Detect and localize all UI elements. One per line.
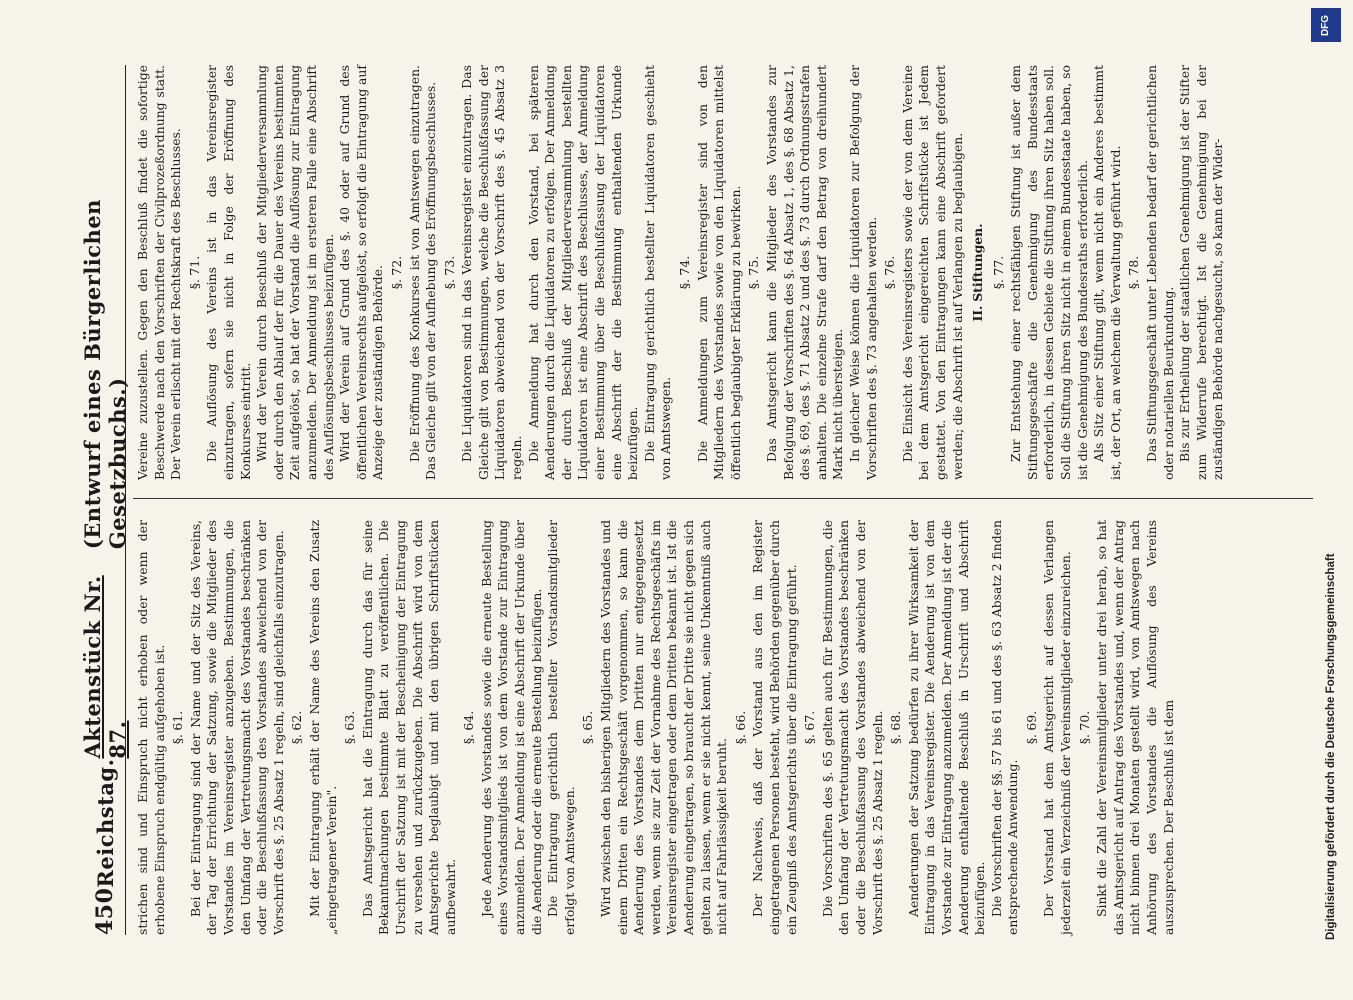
digitization-note-text: Digitalisierung gefördert durch die Deutsche Forschungsgemeinschaft [1325, 553, 1337, 940]
section-number: §. 73. [441, 255, 457, 290]
digitization-note [1305, 40, 1345, 960]
dfg-logo: DFG [1311, 8, 1341, 42]
paragraph: Vereine zuzustellen. Gegen den Beschluß findet die sofortige Beschwerde nach den Vorschriften der Civilprozeßordnung statt. Der Verein erlischt mit der Rechtskraft des Beschlusses. [135, 65, 184, 480]
page-header [80, 65, 130, 935]
page-number: 450 [92, 887, 118, 935]
section-number: §. 61. [170, 710, 186, 745]
paragraph: Wird zwischen den bisherigen Mitgliedern des Vorstandes und einem Dritten ein Rechtsgeschäft vorgenommen, so kann die Aenderung des Vorstandes dem Dritten nur entgegengesetzt werden, wenn sie zur Zeit der Vornahme des Rechtsgeschäfts im Vereinsregister eingetragen oder dem Dritten bekannt ist. Ist die Aenderung eingetragen, so braucht der Dritte sie nicht gegen sich gelten zu lassen, wenn er sie nicht kennt, seine Unkenntniß auch nicht auf Fahrlässigkeit beruht. [598, 520, 730, 935]
paragraph: Der Vorstand hat dem Amtsgericht auf dessen Verlangen jederzeit ein Verzeichniß der Vereinsmitglieder einzureichen. [1041, 520, 1074, 935]
section-number: §. 63. [342, 710, 358, 745]
section-number: §. 76. [882, 255, 898, 290]
section-number: §. 72. [388, 255, 404, 290]
section-number: §. 68. [888, 710, 904, 745]
header-aktenstueck: Aktenstück Nr. 87. [80, 575, 130, 759]
paragraph: Die Eintragung gerichtlich bestellter Vorstandsmitglieder erfolgt von Amtswegen. [545, 520, 577, 935]
paragraph: Zur Entstehung einer rechtsfähigen Stiftung ist außer dem Stiftungsgeschäfte die Genehmigung des Bundesstaats erforderlich, in dessen Gebiete die Stiftung ihren Sitz haben soll. Soll die Stiftung ihren Sitz nicht in einem Bundesstaate haben, so ist die Genehmigung des Bundesraths erforderlich. [1008, 65, 1090, 480]
paragraph: Mit der Eintragung erhält der Name des Vereins den Zusatz „eingetragener Verein". [306, 520, 339, 935]
paragraph: Bei der Eintragung sind der Name und der Sitz des Vereins, der Tag der Errichtung der Satzung, sowie die Mitglieder des Vorstandes im Vereinsregister anzugeben. Bestimmungen, die den Umfang der Vertretungsmacht des Vorstandes beschränken oder die Beschlußfassung des Vorstandes abweichend von der Vorschrift des §. 25 Absatz 1 regeln, sind gleichfalls einzutragen. [187, 520, 286, 935]
paragraph: Die Vorschriften des §. 65 gelten auch für Bestimmungen, die den Umfang der Vertretungsmacht des Vorstandes beschränken oder die Beschlußfassung des Vorstandes abweichend von der Vorschrift des §. 25 Absatz 1 regeln. [819, 520, 885, 935]
paragraph: Die Eintragung gerichtlich bestellter Liquidatoren geschieht von Amtswegen. [641, 65, 674, 480]
section-number: §. 70. [1076, 710, 1092, 745]
paragraph: Die Anmeldungen zum Vereinsregister sind von den Mitgliedern des Vorstandes sowie von den Liquidatoren mittelst öffentlich beglaubigter Erklärung zu bewirken. [694, 65, 743, 480]
paragraph: Die Auflösung des Vereins ist in das Vereinsregister einzutragen, sofern sie nicht in Folge der Eröffnung des Konkurses eintritt. [204, 65, 253, 480]
section-number: §. 77. [990, 255, 1006, 290]
paragraph: Die Vorschriften der §§. 57 bis 61 und des §. 63 Absatz 2 finden entsprechende Anwendung. [988, 520, 1021, 935]
right-text-column [135, 65, 1227, 480]
section-number: §. 75. [746, 255, 762, 290]
paragraph: Der Nachweis, daß der Vorstand aus den im Register eingetragenen Personen besteht, wird Behörden gegenüber durch ein Zeugniß des Amtsgerichts über die Eintragung geführt. [750, 520, 799, 935]
paragraph: Sinkt die Zahl der Vereinsmitglieder unter drei herab, so hat das Amtsgericht auf Antrag des Vorstandes und, wenn der Antrag nicht binnen drei Monaten gestellt wird, von Amtswegen nach Anhörung des Vorstandes die Auflösung des Vereins auszusprechen. Der Beschluß ist dem [1094, 520, 1176, 935]
rotated-page-content [80, 65, 1325, 935]
section-number: §. 69. [1023, 710, 1039, 745]
paragraph: Wird der Verein auf Grund des §. 40 oder auf Grund des öffentlichen Vereinsrechts aufgelöst, so erfolgt die Eintragung auf Anzeige der zuständigen Behörde. [337, 65, 386, 480]
header-title: (Entwurf eines Bürgerlichen Gesetzbuchs.) [80, 199, 130, 550]
paragraph: Das Stiftungsgeschäft unter Lebenden bedarf der gerichtlichen oder notariellen Beurkundung. [1144, 65, 1176, 480]
paragraph: Die Einsicht des Vereinsregisters sowie der von dem Vereine bei dem Amtsgericht eingereichten Schriftstücke ist Jedem gestattet. Von den Eintragungen kann eine Abschrift gefordert werden; die Abschrift ist auf Verlangen zu beglaubigen. [899, 65, 965, 480]
section-number: §. 65. [580, 710, 596, 745]
paragraph: Aenderungen der Satzung bedürfen zu ihrer Wirksamkeit der Eintragung in das Vereinsregister. Die Aenderung ist von dem Vorstande zur Eintragung anzumelden. Der Anmeldung ist der die Aenderung enthaltende Beschluß in Urschrift und Abschrift beizufügen. [905, 520, 988, 935]
paragraph: Als Sitz einer Stiftung gilt, wenn nicht ein Anderes bestimmt ist, der Ort, an welchem die Verwaltung geführt wird. [1091, 65, 1123, 480]
paragraph: Jede Aenderung des Vorstandes sowie die erneute Bestellung eines Vorstandsmitglieds ist von dem Vorstande zur Eintragung anzumelden. Der Anmeldung ist eine Abschrift der Urkunde über die Aenderung oder die erneute Bestellung beizufügen. [478, 520, 544, 935]
paragraph: Die Liquidatoren sind in das Vereinsregister einzutragen. Das Gleiche gilt von Bestimmungen, welche die Beschlußfassung der Liquidatoren abweichend von der Vorschrift des §. 45 Absatz 3 regeln. [459, 65, 525, 480]
section-number: §. 62. [289, 710, 305, 745]
paragraph: In gleicher Weise können die Liquidatoren zur Befolgung der Vorschriften des §. 73 angehalten werden. [846, 65, 879, 480]
section-number: §. 74. [677, 255, 692, 290]
section-heading: II. Stiftungen. [970, 223, 986, 322]
section-number: §. 67. [802, 710, 818, 745]
header-reichstag: Reichstag. [92, 758, 118, 888]
section-number: §. 66. [732, 710, 748, 745]
section-number: §. 64. [461, 710, 477, 745]
paragraph: Das Amtsgericht hat die Eintragung durch das für seine Bekanntmachungen bestimmte Blatt zu veröffentlichen. Die Urschrift der Satzung ist mit der Bescheinigung der Eintragung zu versehen und zurückzugeben. Die Abschrift wird von dem Amtsgerichte beglaubigt und mit den übrigen Schriftstücken aufbewahrt. [359, 520, 458, 935]
paragraph: Die Anmeldung hat durch den Vorstand, bei späteren Aenderungen durch die Liquidatoren zu erfolgen. Der Anmeldung der durch Beschluß der Mitgliederversammlung bestellten Liquidatoren ist eine Abschrift des Beschlusses, der Anmeldung einer Bestimmung über die Beschlußfassung der Liquidatoren eine Abschrift der die Bestimmung enthaltenden Urkunde beizufügen. [525, 65, 641, 480]
column-divider [133, 498, 1313, 499]
section-number: §. 71. [186, 255, 202, 290]
paragraph: Wird der Verein durch Beschluß der Mitgliederversammlung oder durch den Ablauf der für die Dauer des Vereins bestimmten Zeit aufgelöst, so hat der Vorstand die Auflösung zur Eintragung anzumelden. Der Anmeldung ist im ersteren Falle eine Abschrift des Auflösungsbeschlusses beizufügen. [254, 65, 336, 480]
paragraph: Die Eröffnung des Konkurses ist von Amtswegen einzutragen. Das Gleiche gilt von der Aufhebung des Eröffnungsbeschlusses. [406, 65, 439, 480]
paragraph: Das Amtsgericht kann die Mitglieder des Vorstandes zur Befolgung der Vorschriften des §. 64 Absatz 1, des §. 68 Absatz 1, des §. 69, des §. 71 Absatz 2 und des §. 73 durch Ordnungsstrafen anhalten. Die einzelne Strafe darf den Betrag von dreihundert Mark nicht übersteigen. [763, 65, 846, 480]
section-number: §. 78. [1126, 255, 1142, 290]
left-text-column [135, 520, 1177, 935]
paragraph: strichen sind und Einspruch nicht erhoben oder wenn der erhobene Einspruch endgültig aufgehoben ist. [135, 520, 167, 935]
paragraph: Bis zur Ertheilung der staatlichen Genehmigung ist der Stifter zum Widerrufe berechtigt. Ist die Genehmigung bei der zuständigen Behörde nachgesucht, so kann der Wider- [1177, 65, 1226, 480]
